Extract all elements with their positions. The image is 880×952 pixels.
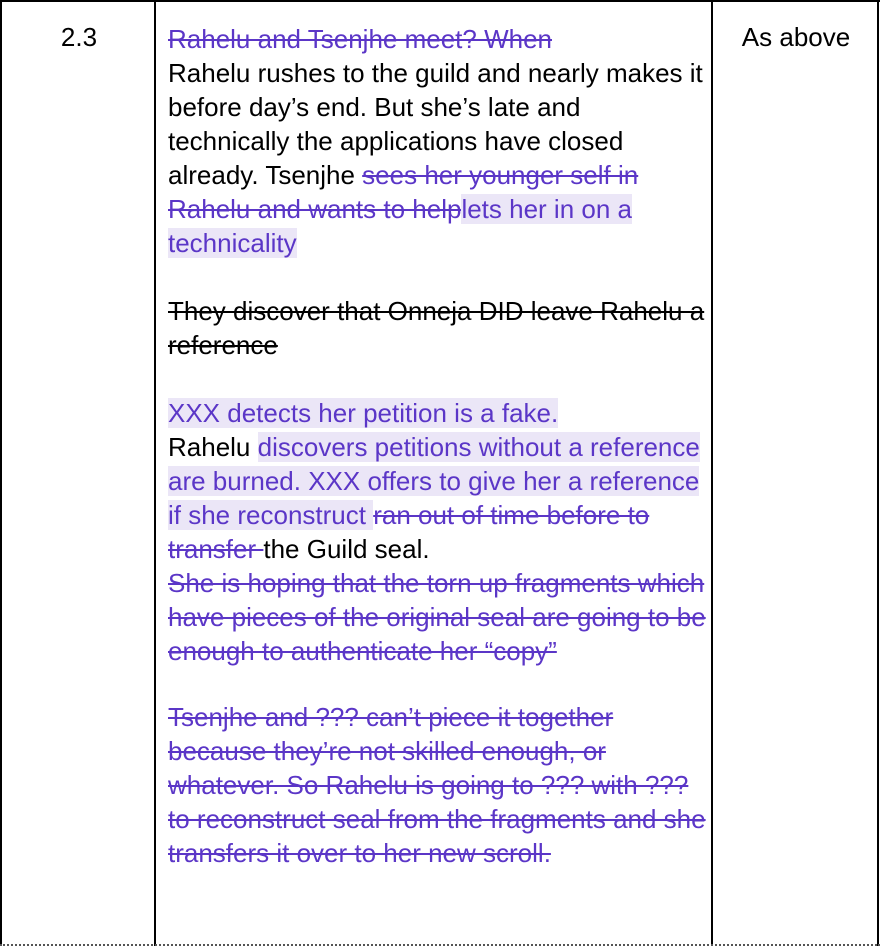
paragraph-4	[168, 700, 708, 870]
deleted-text: sees her younger self in Rahelu and wants to help	[168, 160, 639, 224]
body-text: Rahelu rushes to the guild and nearly makes it before day’s end. But she’s late and technically the applications have closed already. Tsenjhe	[168, 58, 703, 190]
inserted-text: lets her in on a technicality	[168, 194, 632, 258]
row-id-cell: 2.3	[60, 22, 98, 52]
table-border-bottom	[0, 944, 880, 946]
body-text: Rahelu	[168, 432, 258, 462]
inserted-text: XXX detects her petition is a fake.	[168, 398, 559, 428]
row-content-cell[interactable]	[168, 22, 708, 870]
table-border-left	[0, 0, 2, 946]
body-text: the Guild seal.	[263, 534, 430, 564]
table-border-top	[0, 0, 880, 2]
paragraph-3	[168, 396, 708, 668]
deleted-text: Rahelu and Tsenjhe meet? When	[168, 24, 552, 54]
paragraph-1	[168, 22, 708, 260]
deleted-text: Tsenjhe and ??? can’t piece it together because they’re not skilled enough, or whatever. So Rahelu is going to ??? with ??? to reconstruct seal from the fragments and she transfers it over to her new scroll.	[168, 702, 706, 868]
table-border-right	[877, 0, 879, 946]
paragraph-spacer	[168, 260, 708, 294]
deleted-text: They discover that Onneja DID leave Rahelu a reference	[168, 296, 705, 360]
column-divider-2	[711, 0, 713, 946]
column-divider-1	[154, 0, 156, 946]
paragraph-spacer	[168, 668, 708, 700]
inserted-text: discovers petitions without a reference are burned. XXX offers to give her a reference if she reconstruct	[168, 432, 700, 530]
deleted-text: ran out of time before to transfer	[168, 500, 650, 564]
notes-cell: As above	[741, 22, 851, 52]
paragraph-spacer	[168, 362, 708, 396]
deleted-text: She is hoping that the torn up fragments which have pieces of the original seal are going to be enough to authenticate her “copy”	[168, 568, 706, 666]
paragraph-2	[168, 294, 708, 362]
